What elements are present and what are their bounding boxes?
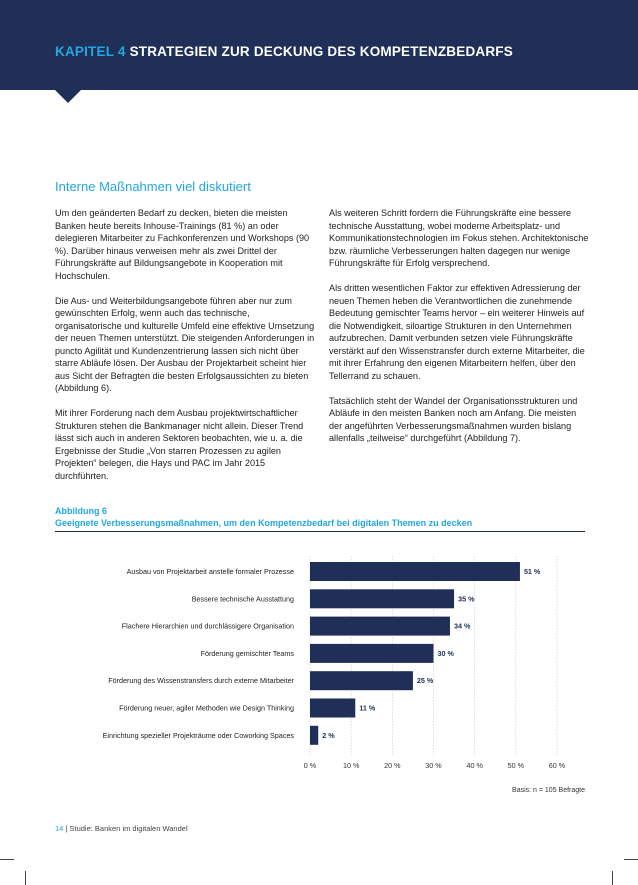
category-label: Förderung neuer, agiler Methoden wie Design Thinking (119, 703, 294, 713)
paragraph: Um den geänderten Bedarf zu decken, bieten die meisten Banken heute bereits Inhouse-Trainings (81 %) an oder delegieren Mitarbeiter zu Fachkonferenzen und Workshops (90 %). Darüber hinaus verweisen mehr als zwei Drittel der Führungskräfte auf Bildungsangebote in Kooperation mit Hochschulen. (55, 208, 310, 281)
data-label: 51 % (523, 567, 541, 576)
figure-title: Geeignete Verbesserungsmaßnahmen, um den Kompetenzbedarf bei digitalen Themen zu decken (55, 518, 473, 528)
figure-rule (55, 531, 585, 532)
crop-mark (25, 871, 26, 885)
x-tick-label: 60 % (548, 761, 566, 771)
category-label: Einrichtung spezieller Projekträume oder Coworking Spaces (102, 730, 294, 740)
crop-mark (612, 871, 613, 885)
bar-chart (0, 540, 638, 780)
bar (310, 589, 454, 608)
crop-mark (624, 859, 638, 860)
bar (310, 617, 450, 636)
figure-label: Abbildung 6 (55, 506, 107, 516)
chapter-header (0, 0, 638, 90)
bar (310, 726, 318, 745)
x-tick-label: 30 % (425, 761, 442, 771)
paragraph: Als weiteren Schritt fordern die Führungskräfte eine bessere technische Ausstattung, wobei moderne Arbeitsplatz- und Kommunikationstechnologien im Fokus stehen. Architektonische bzw. räumliche Verbesserungen halten dagegen nur wenige Führungskräfte für Erfolg versprechend. (329, 208, 589, 268)
paragraph: Mit ihrer Forderung nach dem Ausbau projektwirtschaftlicher Strukturen stehen die Bankmanager nicht allein. Dieser Trend lässt sich auch in anderen Sektoren beobachten, wie u. a. die Ergebnisse der Studie „Von starren Prozessen zu agilen Projekten“ belegen, die Hays und PAC im Jahr 2015 durchführten. (55, 408, 304, 481)
category-label: Förderung gemischter Teams (200, 648, 294, 658)
chapter-number: KAPITEL 4 (55, 44, 126, 59)
x-tick-label: 20 % (384, 761, 401, 771)
bar (310, 699, 355, 718)
paragraph: Die Aus- und Weiterbildungsangebote führen aber nur zum gewünschten Erfolg, wenn auch das technische, organisatorische und kulturelle Umfeld eine effektive Umsetzung der neuen Themen unterstützt. Die steigenden Anforderungen in puncto Agilität und Kundenzentrierung lassen sich nicht über starre Abläufe lösen. Der Ausbau der Projektarbeit scheint hier aus Sicht der Befragten die besten Erfolgsaussichten zu bieten (Abbildung 6). (55, 295, 315, 393)
right-text-column (329, 207, 591, 457)
data-label: 34 % (453, 621, 471, 631)
x-tick-label: 10 % (342, 761, 360, 771)
category-label: Förderung des Wissenstransfers durch externe Mitarbeiter (108, 676, 294, 686)
category-label: Flachere Hierarchien und durchlässigere Organisation (121, 621, 294, 631)
bar (310, 644, 434, 663)
header-notch (54, 89, 82, 103)
x-tick-label: 0 % (303, 761, 317, 771)
category-label: Bessere technische Ausstattung (191, 594, 294, 604)
section-heading: Interne Maßnahmen viel diskutiert (55, 179, 251, 194)
data-label: 30 % (437, 648, 454, 658)
chart-basis-note: Basis: n = 105 Befragte (512, 787, 585, 794)
chapter-heading: STRATEGIEN ZUR DECKUNG DES KOMPETENZBEDARFS (129, 44, 513, 59)
left-text-column (55, 207, 317, 495)
crop-mark (0, 859, 14, 860)
page-footer (55, 824, 188, 833)
paragraph: Als dritten wesentlichen Faktor zur effektiven Adressierung der neuen Themen heben die Verantwortlichen die zunehmende Bedeutung gemischter Teams hervor – ein weiterer Hinweis auf die Notwendigkeit, siloartige Strukturen in den Unternehmen aufzubrechen. Damit verbunden setzen viele Führungskräfte verstärkt auf den Wissenstransfer durch externe Mitarbeiter, die mit ihrer Erfahrung den eigenen Mitarbeitern helfen, über den Tellerrand zu schauen. (329, 283, 585, 381)
page-number: 14 (55, 824, 64, 833)
data-label: 2 % (322, 730, 335, 740)
footer-text: Studie: Banken im digitalen Wandel (69, 824, 188, 833)
x-tick-label: 50 % (507, 761, 525, 771)
data-label: 35 % (458, 594, 475, 604)
chapter-title (55, 44, 513, 59)
bar (310, 671, 413, 690)
paragraph: Tatsächlich steht der Wandel der Organisationsstrukturen und Abläufe in den meisten Banken noch am Anfang. Die meisten der angeführten Verbesserungsmaßnahmen wurden bislang allenfalls „teilweise“ durchgeführt (Abbildung 7). (329, 395, 578, 443)
data-label: 25 % (416, 676, 434, 686)
x-tick-label: 40 % (466, 761, 483, 771)
data-label: 11 % (359, 703, 376, 713)
footer-separator: | (65, 824, 68, 833)
bar (310, 562, 520, 581)
category-label: Ausbau von Projektarbeit anstelle formaler Prozesse (126, 567, 294, 576)
